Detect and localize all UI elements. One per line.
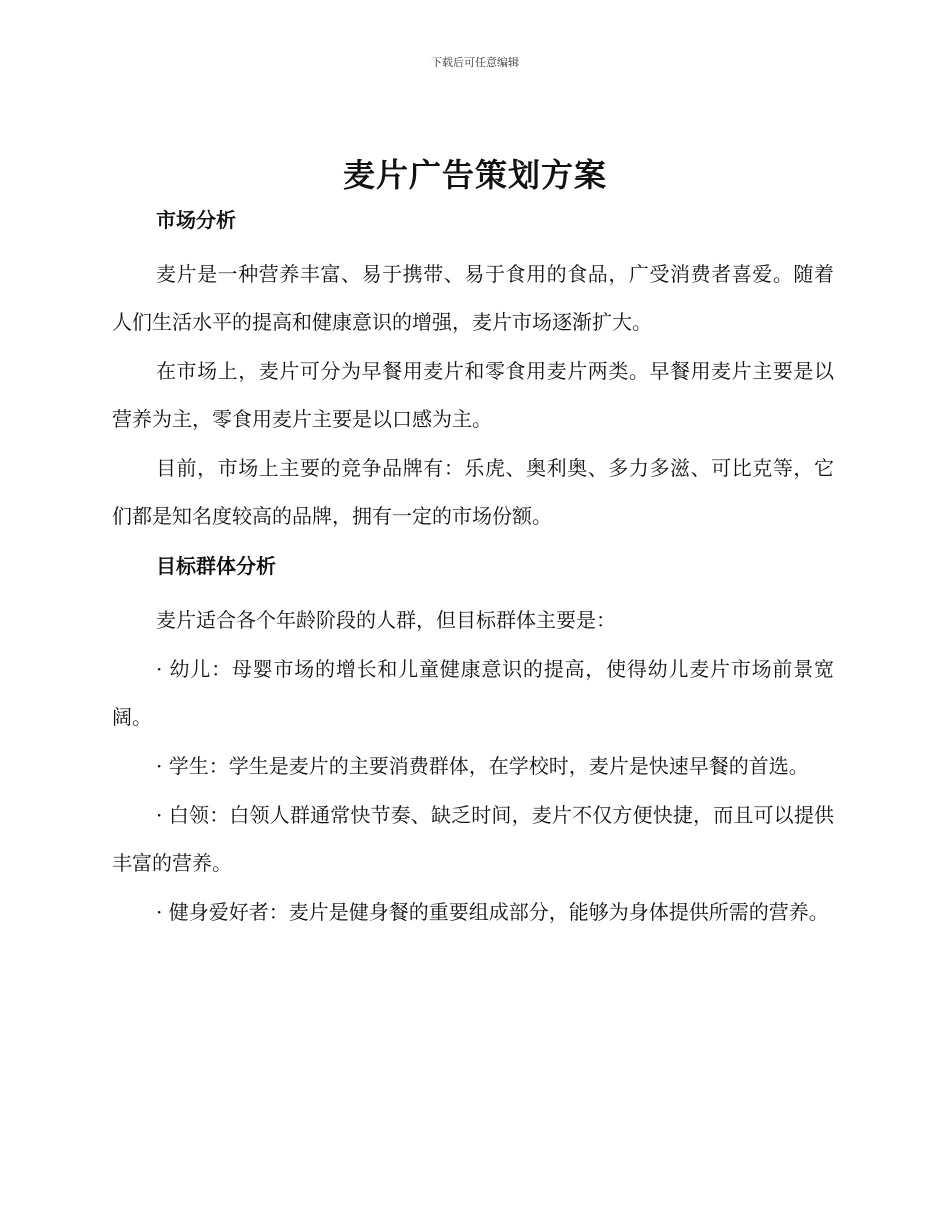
running-header: 下载后可任意编辑 — [431, 56, 519, 69]
bullet-item-students: · 学生：学生是麦片的主要消费群体，在学校时，麦片是快速早餐的首选。 — [156, 754, 809, 778]
bullet-item-infants: · 幼儿：母婴市场的增长和儿童健康意识的提高，使得幼儿麦片市场前景宽阔。 — [112, 657, 834, 729]
paragraph: 在市场上，麦片可分为早餐用麦片和零食用麦片两类。早餐用麦片主要是以营养为主，零食用麦片主要是以口感为主。 — [112, 359, 834, 431]
document-body — [112, 202, 834, 937]
paragraph: 目前，市场上主要的竞争品牌有：乐虎、奥利奥、多力多滋、可比克等，它们都是知名度较高的品牌，拥有一定的市场份额。 — [112, 456, 834, 528]
section-heading-target-group: 目标群体分析 — [156, 554, 276, 578]
paragraph: 麦片适合各个年龄阶段的人群，但目标群体主要是： — [156, 608, 616, 632]
section-heading-market-analysis: 市场分析 — [156, 208, 236, 232]
bullet-item-white-collar: · 白领：白领人群通常快节奏、缺乏时间，麦片不仅方便快捷，而且可以提供丰富的营养。 — [112, 803, 834, 875]
bullet-item-fitness: · 健身爱好者：麦片是健身餐的重要组成部分，能够为身体提供所需的营养。 — [156, 900, 829, 924]
paragraph: 麦片是一种营养丰富、易于携带、易于食用的食品，广受消费者喜爱。随着人们生活水平的提高和健康意识的增强，麦片市场逐渐扩大。 — [112, 262, 834, 334]
document-title: 麦片广告策划方案 — [342, 156, 607, 194]
